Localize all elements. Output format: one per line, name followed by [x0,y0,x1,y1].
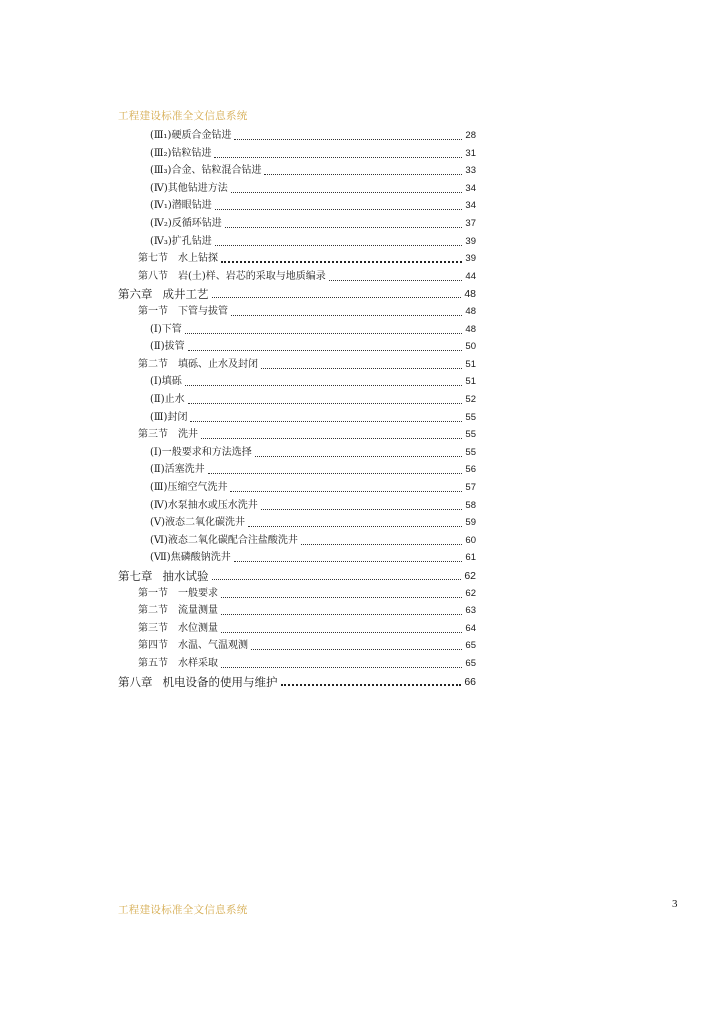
toc-page-number: 37 [465,218,476,229]
toc-label: (Ⅵ)液态二氧化碳配合注盐酸洗井 [150,534,298,546]
toc-title: 水温、气温观测 [178,640,248,652]
toc-heading [138,428,198,442]
toc-page-number: 57 [465,482,476,493]
toc-title: 流量测量 [178,605,218,617]
dot-leader [255,455,463,457]
dot-leader [208,472,463,474]
toc-page-number: 55 [465,429,476,441]
dot-leader [261,508,463,510]
toc-page-number: 66 [464,675,476,688]
toc-page-number: 34 [465,182,476,194]
toc-title: 洗井 [178,429,198,441]
toc-page-number: 48 [465,323,476,335]
toc-page-number: 31 [465,147,476,159]
dot-leader [212,296,462,298]
dot-leader [221,596,462,598]
toc-section-row [138,425,476,442]
toc-page-number: 59 [465,517,476,529]
toc-label: (Ⅱ)活塞洗井 [150,464,205,476]
toc-chapter-row [118,566,476,583]
toc-title: 抽水试验 [162,569,209,583]
toc-heading [138,587,218,601]
toc-number: 第二节 [138,358,168,370]
toc-subsection-row [150,144,476,161]
toc-page-number: 51 [465,376,476,388]
dot-leader [264,173,462,175]
toc-number: 第三节 [138,622,168,634]
toc-heading [138,604,218,618]
toc-page-number: 65 [465,658,476,669]
dot-leader [231,314,462,316]
toc-label: (Ⅰ)一般要求和方法选择 [150,446,252,458]
toc-subsection-row [150,372,476,389]
toc-label: (Ⅲ₃)合金、钻粒混合钻进 [150,165,262,177]
toc-label: (Ⅳ)其他钻进方法 [150,182,228,194]
toc-page-number: 63 [465,605,476,617]
toc-page-number: 39 [465,253,476,265]
toc-title: 一般要求 [178,587,218,599]
toc-subsection-row [150,179,476,196]
toc-number: 第六章 [118,287,153,302]
toc-section-row [138,355,476,372]
toc-page-number: 33 [465,165,476,177]
toc-heading [138,657,218,671]
toc-number: 第八章 [118,674,153,689]
dot-leader [251,648,462,650]
toc-subsection-row [150,548,476,565]
toc-section-row [138,249,476,266]
toc-label: (Ⅲ₂)钻粒钻进 [150,147,212,159]
dot-leader [248,525,462,527]
toc-subsection-row [150,126,476,143]
toc-page-number: 62 [464,570,476,582]
dot-leader [234,560,463,562]
toc-page-number: 55 [465,446,476,458]
toc-page-number: 48 [465,306,476,317]
toc-number: 第四节 [138,640,168,652]
dot-leader [221,260,462,263]
dot-leader [221,613,462,615]
toc-label: (Ⅰ)填砾 [150,376,182,388]
toc-page-number: 28 [465,130,476,141]
toc-subsection-row [150,460,476,477]
dot-leader [188,349,463,351]
toc-section-row [138,584,476,601]
toc-title: 填砾、止水及封闭 [178,358,258,370]
toc-heading [138,252,218,266]
toc-number: 第三节 [138,429,168,441]
dot-leader [190,420,462,422]
dot-leader [201,437,462,439]
toc-label: (Ⅳ)水泵抽水或压水洗井 [150,499,258,511]
dot-leader [329,279,463,281]
dot-leader [301,543,463,545]
toc-label: (Ⅱ)拔管 [150,341,185,353]
toc-subsection-row [150,214,476,231]
toc-label: (Ⅲ)封闭 [150,411,188,423]
toc-title: 岩(土)样、岩芯的采取与地质编录 [178,270,326,282]
toc-label: (Ⅳ₂)反循环钻进 [150,218,222,229]
toc-label: (Ⅱ)止水 [150,394,185,405]
toc-number: 第一节 [138,306,168,317]
toc-heading [118,287,209,301]
toc-heading [138,305,228,319]
dot-leader [234,138,462,140]
toc-subsection-row [150,337,476,354]
toc-section-row [138,619,476,636]
toc-subsection-row [150,408,476,425]
watermark-header: 工程建设标准全文信息系统 [118,110,248,122]
dot-leader [231,191,463,193]
toc-page-number: 39 [465,235,476,247]
toc-section-row [138,654,476,671]
toc-page-number: 51 [465,358,476,370]
toc-subsection-row [150,320,476,337]
toc-page-number: 61 [465,552,476,564]
toc-number: 第八节 [138,270,168,282]
toc-section-row [138,302,476,319]
toc-subsection-row [150,232,476,249]
toc-label: (Ⅰ)下管 [150,323,182,335]
toc-page-number: 48 [464,288,476,301]
toc-subsection-row [150,390,476,407]
dot-leader [261,367,462,369]
toc-label: (Ⅲ)压缩空气洗井 [150,482,228,493]
toc-subsection-row [150,196,476,213]
dot-leader [214,156,462,158]
toc-heading [118,569,209,583]
dot-leader [215,244,463,246]
toc-label: (Ⅴ)液态二氧化碳洗井 [150,517,246,529]
toc-chapter-row [118,284,476,301]
toc-page-number: 56 [465,464,476,476]
toc-number: 第七节 [138,253,168,265]
toc-page-number: 55 [465,411,476,423]
toc-page-number: 44 [465,270,476,282]
toc-number: 第五节 [138,658,168,669]
toc-page-number: 65 [465,640,476,652]
toc-heading [138,639,248,653]
toc-title: 成井工艺 [162,287,209,302]
toc-label: (Ⅳ₁)潜眼钻进 [150,200,212,212]
toc-label: (Ⅶ)焦磷酸钠洗井 [150,552,231,564]
toc-page-number: 60 [465,534,476,546]
toc-subsection-row [150,513,476,530]
toc-subsection-row [150,161,476,178]
toc-subsection-row [150,531,476,548]
toc-title: 下管与拔管 [178,306,228,317]
toc-subsection-row [150,496,476,513]
page-number: 3 [672,898,678,910]
dot-leader [230,490,462,492]
toc-section-row [138,636,476,653]
dot-leader [221,631,462,633]
toc-heading [138,358,258,372]
toc-heading [138,622,218,636]
toc-subsection-row [150,478,476,495]
watermark-footer: 工程建设标准全文信息系统 [118,904,248,916]
toc-chapter-row [118,672,476,689]
toc-page-number: 64 [465,622,476,634]
dot-leader [212,578,462,580]
toc-page-number: 50 [465,341,476,353]
dot-leader [281,683,462,686]
toc-title: 水位测量 [178,622,218,634]
toc-page-number: 34 [465,200,476,212]
toc-page-number: 58 [465,499,476,511]
dot-leader [185,332,463,334]
toc-number: 第一节 [138,587,168,599]
toc-title: 水上钻探 [178,253,218,265]
dot-leader [215,208,463,210]
toc-heading [138,270,326,284]
toc-section-row [138,601,476,618]
toc-title: 机电设备的使用与维护 [162,674,278,689]
toc-title: 水样采取 [178,658,218,669]
toc-subsection-row [150,443,476,460]
toc-number: 第二节 [138,605,168,617]
toc-section-row [138,267,476,284]
toc-label: (Ⅳ₃)扩孔钻进 [150,235,212,247]
toc-label: (Ⅲ₁)硬质合金钻进 [150,130,232,141]
toc-heading [118,675,278,689]
dot-leader [221,666,462,668]
toc-page-number: 62 [465,587,476,599]
dot-leader [185,384,463,386]
dot-leader [188,402,463,404]
dot-leader [225,226,463,228]
toc-number: 第七章 [118,569,153,583]
toc-page-number: 52 [465,394,476,405]
